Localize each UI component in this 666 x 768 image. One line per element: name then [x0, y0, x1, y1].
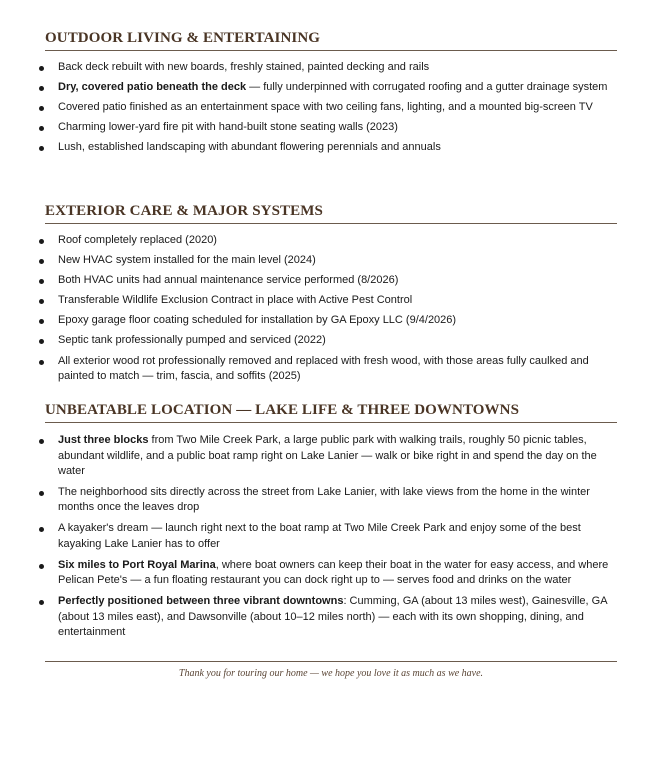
- section-heading: OUTDOOR LIVING & ENTERTAINING: [45, 30, 617, 51]
- bullet-icon: [39, 564, 44, 569]
- list-item: [45, 521, 617, 552]
- bullet-icon: [39, 279, 44, 284]
- list-item: [45, 80, 617, 96]
- section-heading: UNBEATABLE LOCATION — LAKE LIFE & THREE DOWNTOWNS: [45, 402, 617, 423]
- section-heading: EXTERIOR CARE & MAJOR SYSTEMS: [45, 203, 617, 224]
- item-text: Lush, established landscaping with abundant flowering perennials and annuals: [58, 141, 441, 154]
- list-item: [45, 558, 617, 589]
- list-item: [45, 354, 617, 385]
- bullet-icon: [39, 66, 44, 71]
- bullet-list: [45, 233, 617, 385]
- bullet-icon: [39, 299, 44, 304]
- section-outdoor-living: [45, 30, 617, 160]
- item-text: , where boat owners can keep their boat in the water for easy access, and where Pelican Pete's — a fun floating restaurant you can dock right up to — serves food and drinks on the water: [58, 558, 609, 587]
- bullet-icon: [39, 106, 44, 111]
- list-item: [45, 433, 617, 480]
- section-exterior-care: [45, 203, 617, 389]
- closing-divider: [45, 661, 617, 662]
- item-text: — fully underpinned with corrugated roofing and a gutter drainage system: [246, 81, 608, 94]
- bullet-icon: [39, 319, 44, 324]
- item-text: from Two Mile Creek Park, a large public park with walking trails, roughly 50 picnic tables, abundant wildlife, and a public boat ramp right on Lake Lanier — walk or bike right in and spend the day on the water: [58, 434, 597, 477]
- bullet-icon: [39, 126, 44, 131]
- item-text: The neighborhood sits directly across the street from Lake Lanier, with lake views from the home in the winter months once the leaves drop: [58, 485, 590, 514]
- bullet-icon: [39, 439, 44, 444]
- item-text: A kayaker's dream — launch right next to the boat ramp at Two Mile Creek Park and enjoy some of the best kayaking Lake Lanier has to offer: [58, 522, 581, 550]
- section-unbeatable-location: [45, 402, 617, 646]
- item-text: All exterior wood rot professionally removed and replaced with fresh wood, with those areas fully caulked and painted to match — trim, fascia, and soffits (2025): [58, 354, 589, 383]
- item-text: New HVAC system installed for the main level (2024): [58, 254, 316, 267]
- item-text: Epoxy garage floor coating scheduled for installation by GA Epoxy LLC (9/4/2026): [58, 314, 457, 327]
- item-bold-text: Dry, covered patio beneath the deck: [58, 81, 247, 94]
- list-item: [45, 594, 617, 641]
- item-text: Roof completely replaced (2020): [58, 234, 217, 246]
- list-item: [45, 140, 617, 156]
- item-text: Both HVAC units had annual maintenance service performed (8/2026): [58, 274, 399, 287]
- item-text: Transferable Wildlife Exclusion Contract in place with Active Pest Control: [58, 294, 413, 307]
- bullet-icon: [39, 259, 44, 264]
- closing-message: Thank you for touring our home — we hope you love it as much as we have.: [178, 668, 484, 679]
- list-item: [45, 60, 617, 76]
- list-item: [45, 253, 617, 269]
- item-bold-text: Just three blocks: [58, 434, 149, 446]
- list-item: [45, 485, 617, 516]
- list-item: [45, 233, 617, 249]
- list-item: [45, 273, 617, 289]
- bullet-icon: [39, 146, 44, 151]
- item-text: Septic tank professionally pumped and serviced (2022): [58, 334, 326, 347]
- item-bold-text: Perfectly positioned between three vibrant downtowns: [58, 595, 344, 608]
- item-text: : Cumming, GA (about 13 miles west), Gainesville, GA (about 13 miles east), and Dawsonville (about 10–12 miles north) — each with its own shopping, dining, and entertainment: [58, 595, 607, 639]
- bullet-icon: [39, 339, 44, 344]
- list-item: [45, 100, 617, 116]
- list-item: [45, 120, 617, 136]
- list-item: [45, 333, 617, 349]
- item-text: Charming lower-yard fire pit with hand-built stone seating walls (2023): [58, 121, 398, 134]
- bullet-icon: [39, 239, 44, 244]
- bullet-icon: [39, 527, 44, 532]
- item-text: Covered patio finished as an entertainment space with two ceiling fans, lighting, and a mounted big-screen TV: [58, 101, 593, 114]
- bullet-icon: [39, 86, 44, 91]
- bullet-icon: [39, 600, 44, 605]
- item-text: Back deck rebuilt with new boards, freshly stained, painted decking and rails: [58, 61, 430, 73]
- bullet-list: [45, 433, 617, 641]
- bullet-icon: [39, 360, 44, 365]
- bullet-list: [45, 60, 617, 156]
- item-bold-text: Six miles to Port Royal Marina: [58, 558, 216, 571]
- bullet-icon: [39, 491, 44, 496]
- list-item: [45, 293, 617, 309]
- list-item: [45, 313, 617, 329]
